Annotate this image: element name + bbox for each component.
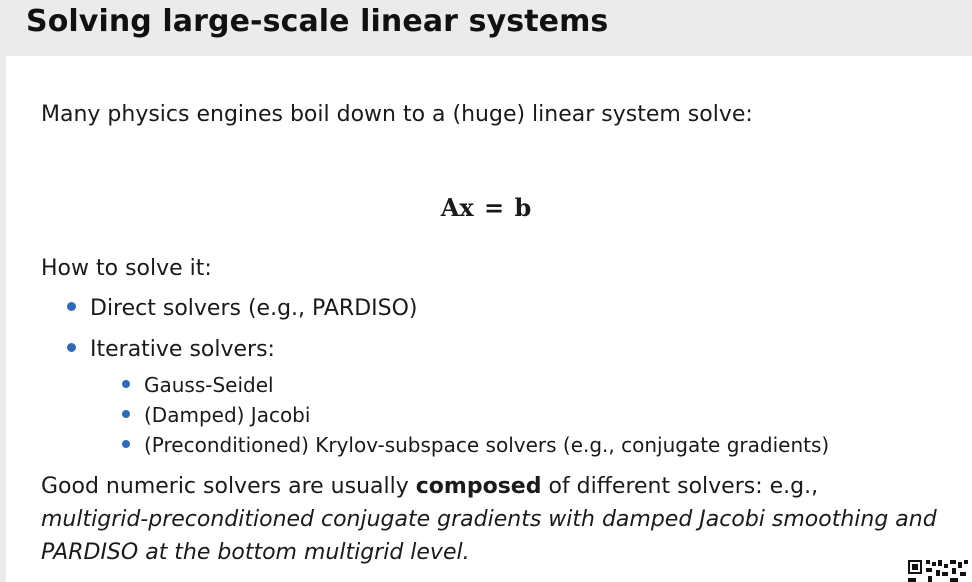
bullet-item-iterative xyxy=(67,337,275,362)
sub-bullet-item xyxy=(122,373,274,397)
conclusion-text xyxy=(41,470,956,569)
bullet-dot-icon xyxy=(122,380,130,388)
conclusion-prefix: Good numeric solvers are usually xyxy=(41,474,416,499)
qr-code-icon xyxy=(906,558,970,582)
bullet-item-direct xyxy=(67,296,418,321)
bullet-dot-icon xyxy=(67,343,76,352)
bullet-dot-icon xyxy=(122,410,130,418)
sub-bullet-text: (Preconditioned) Krylov-subspace solvers (e.g., conjugate gradients) xyxy=(144,433,830,457)
conclusion-italic: multigrid-preconditioned conjugate gradients with damped Jacobi smoothing and PARDISO at the bottom multigrid level. xyxy=(41,507,937,565)
sub-bullet-item xyxy=(122,403,310,427)
equation: Ax = b xyxy=(440,193,532,222)
bullet-text: Iterative solvers: xyxy=(90,337,275,362)
sub-bullet-text: (Damped) Jacobi xyxy=(144,403,311,427)
sub-bullet-item xyxy=(122,433,829,457)
slide-title: Solving large-scale linear systems xyxy=(26,4,609,39)
slide-header xyxy=(0,0,972,56)
intro-text: Many physics engines boil down to a (huge) linear system solve: xyxy=(41,102,753,127)
bullet-text: Direct solvers (e.g., PARDISO) xyxy=(90,296,418,321)
conclusion-bold: composed xyxy=(415,474,542,499)
question-text: How to solve it: xyxy=(41,256,212,281)
conclusion-suffix: of different solvers: e.g., xyxy=(541,474,819,499)
bullet-dot-icon xyxy=(67,302,76,311)
sub-bullet-text: Gauss-Seidel xyxy=(144,373,274,397)
bullet-dot-icon xyxy=(122,440,130,448)
